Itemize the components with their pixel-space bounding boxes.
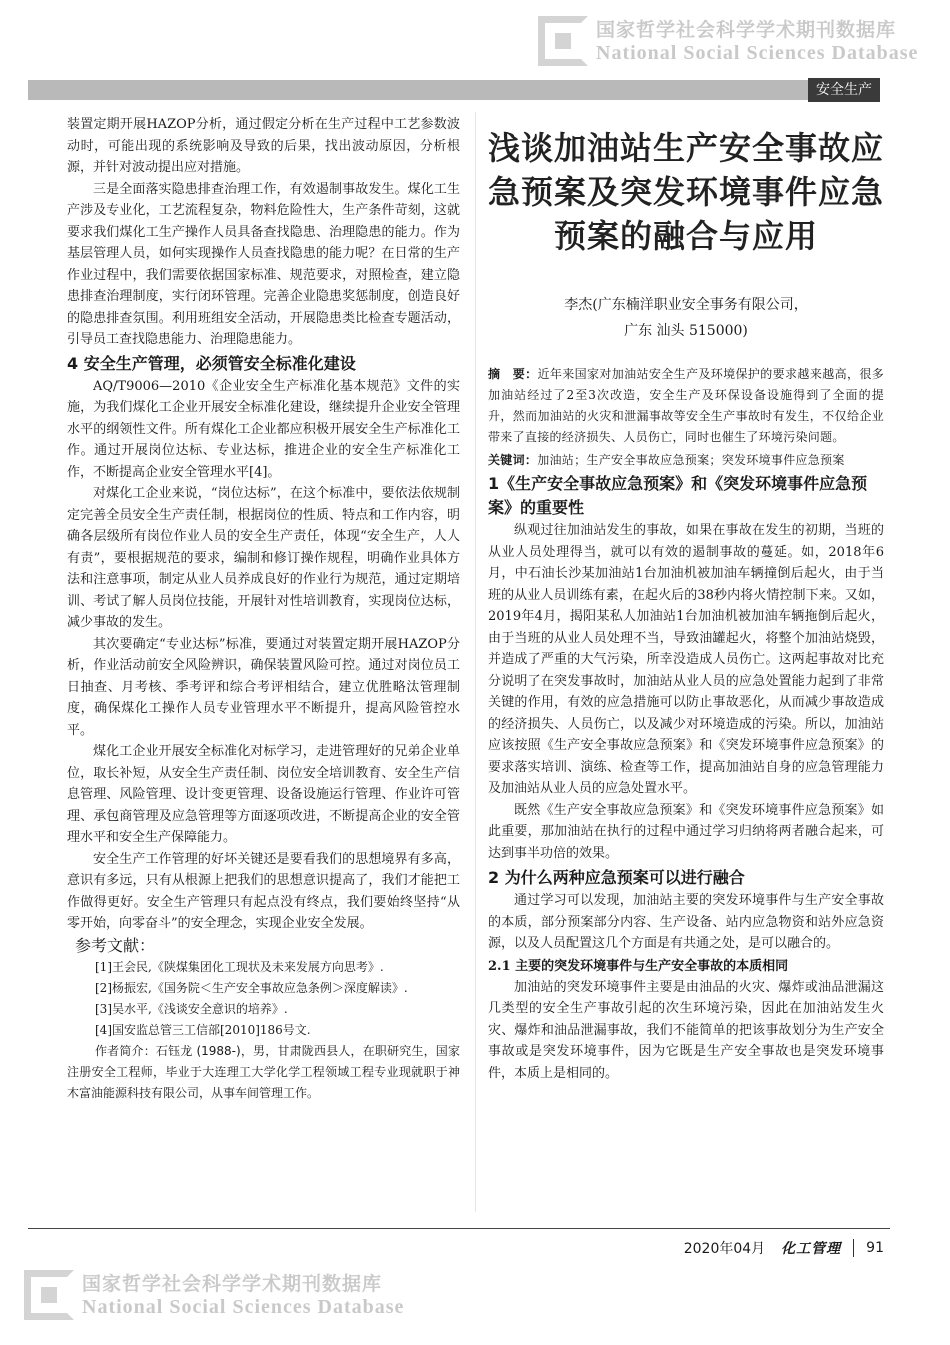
reference-item: [2]杨振宏,《国务院＜生产安全事故应急条例＞深度解读》. — [95, 980, 408, 995]
section-2-1-heading: 2.1 主要的突发环境事件与生产安全事故的本质相同 — [488, 958, 789, 974]
article-title: 浅谈加油站生产安全事故应急预案及突发环境事件应急预案的融合与应用 — [488, 129, 885, 255]
left-paragraph-4: 对煤化工企业来说，“岗位达标”，在这个标准中，要依法依规制定完善全员安全生产责任制，根据岗位的性质、特点和工作内容，明确各层级所有岗位作业人员的安全生产责任，体现“安全生产，人人有责”，要根据规范的要求，编制和修订操作规程，明确作业具体方法和注意事项，制定从业人员养成良好的作业行为规范，通过定期培训、考试了解人员岗位技能，开展针对性培训教育，实现岗位达标，减少事故的发生。 — [67, 486, 460, 630]
watermark-cn: 国家哲学社会科学学术期刊数据库 — [82, 1273, 383, 1295]
left-paragraph-5: 其次要确定“专业达标”标准，要通过对装置定期开展HAZOP分析，作业活动前安全风险辨识，确保装置风险可控。通过对岗位员工日抽查、月考核、季考评和综合考评相结合，建立优胜略汰管理制度，确保煤化工操作人员专业管理水平不断提升，提高风险管控水平。 — [67, 636, 460, 738]
watermark-top — [538, 16, 918, 66]
watermark-bottom — [24, 1270, 404, 1320]
issue-date: 2020年04月 — [683, 1241, 766, 1257]
right-column — [488, 126, 884, 1084]
keywords — [488, 450, 884, 470]
reference-item: [1]王会民,《陕煤集团化工现状及未来发展方向思考》. — [95, 959, 384, 974]
right-paragraph-4: 加油站的突发环境事件主要是由油品的火灾、爆炸或油品泄漏这几类型的安全生产事故引起的次生环境污染，因此在加油站发生火灾、爆炸和油品泄漏事故，我们不能简单的把该事故划分为生产安全事故或是突发环境事件，因为它既是生产安全事故也是突发环境事件，本质上是相同的。 — [488, 979, 884, 1081]
left-paragraph-2: 三是全面落实隐患排查治理工作，有效遏制事故发生。煤化工生产涉及专业化，工艺流程复杂，物料危险性大，生产条件苛刻，这就要求我们煤化工生产操作人员具备查找隐患、治理隐患的能力。作为基层管理人员，如何实现操作人员查找隐患的能力呢？在日常的生产作业过程中，我们需要依据国家标准、规范要求，对照检查，建立隐患排查治理制度，实行闭环管理。完善企业隐患奖惩制度，创造良好的隐患排查氛围。利用班组安全活动，开展隐患类比检查专题活动，引导员工查找隐患能力、治理隐患能力。 — [67, 181, 460, 347]
right-paragraph-1: 纵观过往加油站发生的事故，如果在事故在发生的初期，当班的从业人员处理得当，就可以有效的遏制事故的蔓延。如，2018年6月，中石油长沙某加油站1台加油机被加油车辆撞倒后起火，由于当班的从业人员训练有素，在起火后的38秒内将火情控制下来。又如，2019年4月，揭阳某私人加油站1台加油机被加油车辆拖倒后起火，由于当班的从业人员处理不当，导致油罐起火，将整个加油站烧毁，并造成了严重的大气污染，所幸没造成人员伤亡。这两起事故对比充分说明了在突发事故时，加油站从业人员的应急处置能力起到了非常关键的作用，有效的应急措施可以防止事故恶化，从而减少事故造成的经济损失、人员伤亡，以及减少对环境造成的污染。所以，加油站应该按照《生产安全事故应急预案》和《突发环境事件应急预案》的要求落实培训、演练、检查等工作，提高加油站自身的应急管理能力及加油站从业人员的应急处置水平。 — [488, 523, 884, 796]
journal-name: 化工管理 — [781, 1241, 842, 1257]
footer-separator — [853, 1239, 854, 1257]
column-divider — [475, 112, 476, 1212]
header-bar — [28, 80, 808, 100]
section-4-heading: 4 安全生产管理，必须管安全标准化建设 — [67, 353, 356, 373]
author-line-1: 李杰(广东楠洋职业安全事务有限公司， — [564, 297, 808, 313]
section-tag: 安全生产 — [808, 78, 880, 102]
left-column — [67, 114, 460, 1104]
references-heading: 参考文献： — [75, 935, 156, 955]
abstract-label: 摘 要： — [488, 367, 538, 381]
left-paragraph-6: 煤化工企业开展安全标准化对标学习，走进管理好的兄弟企业单位，取长补短，从安全生产责任制、岗位安全培训教育、安全生产信息管理、风险管理、设计变更管理、设备设施运行管理、作业许可管理、承包商管理及应急管理等方面逐项改进，不断提高企业的安全管理水平和安全生产保障能力。 — [67, 744, 460, 845]
keywords-label: 关键词： — [488, 453, 538, 467]
keywords-text: 加油站；生产安全事故应急预案；突发环境事件应急预案 — [537, 453, 845, 467]
abstract-text: 近年来国家对加油站安全生产及环境保护的要求越来越高，很多加油站经过了2至3次改造，安全生产及环保设备设施得到了全面的提升，然而加油站的火灾和泄漏事故等安全生产事故时有发生，不仅给企业带来了直接的经济损失、人员伤亡，同时也催生了环境污染问题。 — [488, 367, 885, 444]
right-paragraph-3: 通过学习可以发现，加油站主要的突发环境事件与生产安全事故的本质，部分预案部分内容、生产设备、站内应急物资和站外应急资源，以及人员配置这几个方面是有共通之处，是可以融合的。 — [488, 893, 884, 951]
left-paragraph-3: AQ/T9006—2010《企业安全生产标准化基本规范》文件的实施，为我们煤化工企业开展安全标准化建设，继续提升企业安全管理水平的纲领性文件。所有煤化工企业都应积极开展安全生产标准化工作。通过开展岗位达标、专业达标，推进企业的安全生产标准化工作，不断提高企业安全管理水平[4]。 — [67, 378, 460, 480]
left-paragraph-1: 装置定期开展HAZOP分析，通过假定分析在生产过程中工艺参数波动时，可能出现的系统影响及导致的后果，找出波动原因，分析根源，并针对波动提出应对措施。 — [67, 117, 460, 175]
footer-rule — [28, 1228, 890, 1229]
watermark-en: National Social Sciences Database — [82, 1296, 405, 1318]
section-1-heading: 1《生产安全事故应急预案》和《突发环境事件应急预案》的重要性 — [488, 474, 868, 517]
left-paragraph-7: 安全生产工作管理的好坏关键还是要看我们的思想境界有多高，意识有多远，只有从根源上把我们的思想意识提高了，我们才能把工作做得更好。安全生产管理只有起点没有终点，我们要始终坚持“从零开始，向零奋斗”的安全理念，实现企业安全发展。 — [67, 851, 460, 931]
reference-item: [3]吴水平,《浅谈安全意识的培养》. — [95, 1001, 288, 1016]
watermark-cn: 国家哲学社会科学学术期刊数据库 — [596, 19, 897, 41]
reference-item: [4]国安监总管三工信部[2010]186号文. — [95, 1022, 311, 1037]
database-logo-icon — [24, 1270, 74, 1320]
author-affiliation — [488, 292, 884, 344]
database-logo-icon — [538, 16, 588, 66]
page-footer — [684, 1238, 884, 1258]
section-2-heading: 2 为什么两种应急预案可以进行融合 — [488, 868, 745, 887]
page-number: 91 — [866, 1240, 884, 1256]
author-bio: 作者简介：石钰龙 (1988-)，男，甘肃陇西县人，在职研究生，国家注册安全工程师，毕业于大连理工大学化学工程领域工程专业现就职于神木富油能源科技有限公司，从事车间管理工作。 — [67, 1043, 460, 1100]
abstract — [488, 364, 884, 448]
right-paragraph-2: 既然《生产安全事故应急预案》和《突发环境事件应急预案》如此重要，那加油站在执行的过程中通过学习归纳将两者融合起来，可达到事半功倍的效果。 — [488, 802, 884, 861]
watermark-en: National Social Sciences Database — [596, 42, 919, 64]
author-line-2: 广东 汕头 515000) — [624, 323, 748, 339]
